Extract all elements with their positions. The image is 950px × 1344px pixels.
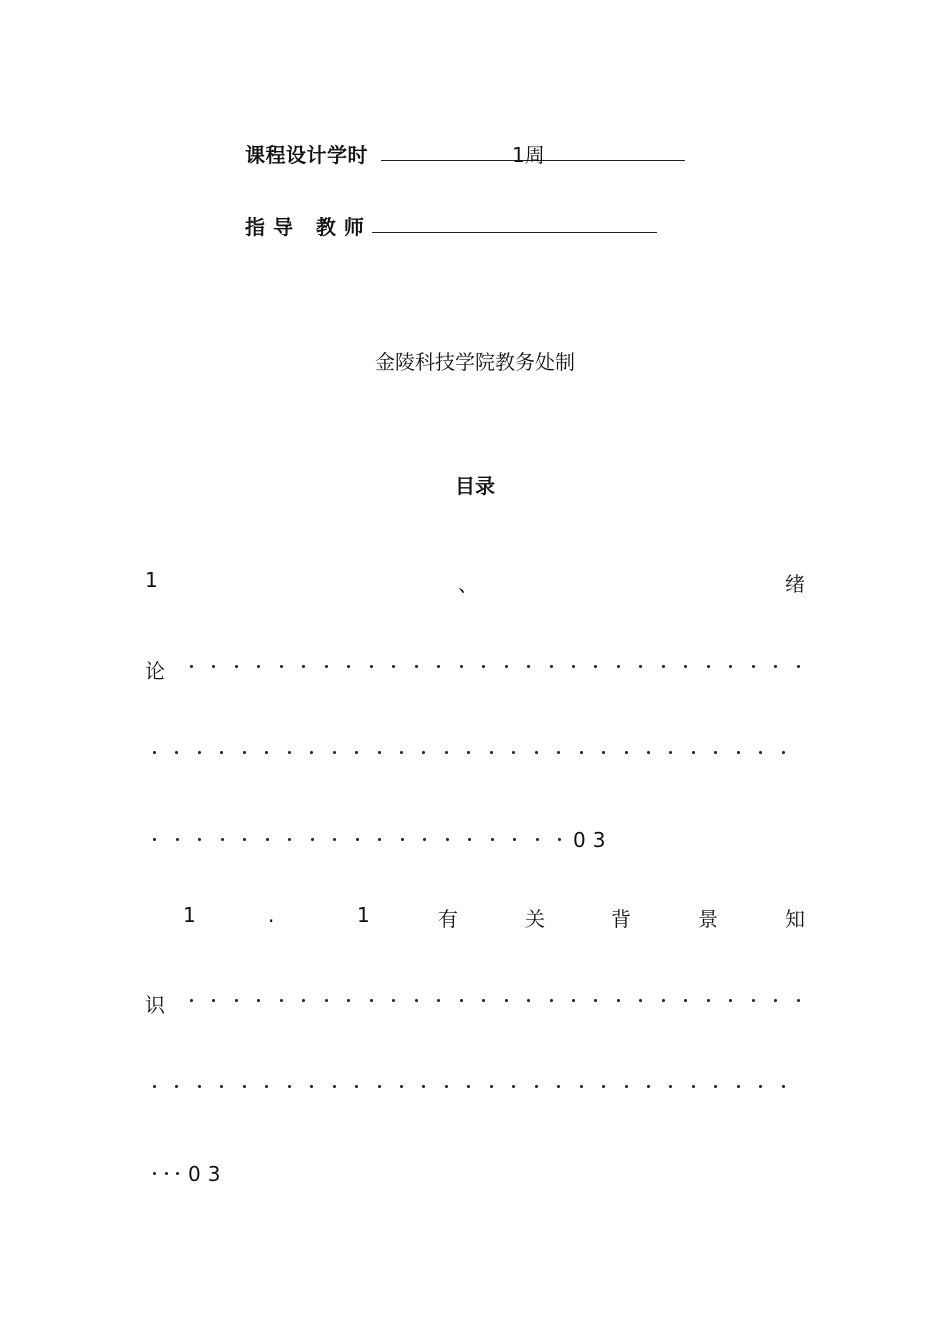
leader-dot [423, 838, 426, 841]
leader-dot [333, 751, 336, 754]
toc-page-number: 03 [573, 828, 613, 852]
leader-dot [482, 999, 485, 1002]
leader-dot [512, 1085, 515, 1088]
leader-dot [220, 1085, 223, 1088]
leader-dot [257, 665, 260, 668]
leader-dot [669, 1085, 672, 1088]
leader-dot [302, 665, 305, 668]
leader-dot [153, 1172, 156, 1175]
leader-dot [280, 665, 283, 668]
leader-dot [265, 751, 268, 754]
leader-dot [714, 751, 717, 754]
leader-dot [759, 1085, 762, 1088]
leader-dot [176, 838, 179, 841]
leader-dot [729, 665, 732, 668]
leader-dot [333, 1085, 336, 1088]
leader-dot [310, 751, 313, 754]
leader-dot [594, 999, 597, 1002]
leader-dot [221, 838, 224, 841]
leader-dot [594, 665, 597, 668]
leader-dot [490, 751, 493, 754]
leader-dot [212, 999, 215, 1002]
leader-dot [662, 999, 665, 1002]
leader-dot [625, 751, 628, 754]
toc-entry-title-char: 景 [698, 907, 718, 931]
leader-dot [707, 665, 710, 668]
leader-dot [774, 665, 777, 668]
toc-leader-dots [153, 1076, 785, 1096]
leader-dot [392, 665, 395, 668]
leader-dot [198, 838, 201, 841]
leader-dot [288, 838, 291, 841]
toc-entry-title-char: 有 [438, 907, 458, 931]
leader-dot [175, 751, 178, 754]
leader-dot [415, 999, 418, 1002]
leader-dot [669, 751, 672, 754]
leader-dot [512, 751, 515, 754]
leader-dot [460, 999, 463, 1002]
leader-dot [235, 665, 238, 668]
leader-dot [639, 999, 642, 1002]
leader-dot [243, 751, 246, 754]
leader-dot [288, 751, 291, 754]
leader-dot [153, 1085, 156, 1088]
hours-value: 1周 [512, 143, 545, 167]
leader-dot [752, 665, 755, 668]
leader-dot [176, 1172, 179, 1175]
leader-dot [392, 999, 395, 1002]
leader-dot [684, 665, 687, 668]
leader-dot [572, 665, 575, 668]
leader-dot [212, 665, 215, 668]
toc-entry-number-part: . [268, 903, 275, 927]
leader-dot [782, 1085, 785, 1088]
leader-dot [445, 1085, 448, 1088]
leader-dot [639, 665, 642, 668]
leader-dot [347, 999, 350, 1002]
toc-entry-separator: 、 [458, 572, 478, 596]
leader-dot [647, 1085, 650, 1088]
leader-dot [311, 838, 314, 841]
leader-dot [243, 1085, 246, 1088]
leader-dot [482, 665, 485, 668]
leader-dot [737, 751, 740, 754]
leader-dot [400, 751, 403, 754]
toc-page-number: 03 [188, 1162, 228, 1186]
leader-dot [684, 999, 687, 1002]
leader-dot [797, 999, 800, 1002]
toc-entry-number-part: 1 [183, 903, 196, 927]
leader-dot [310, 1085, 313, 1088]
leader-dot [505, 665, 508, 668]
leader-dot [422, 1085, 425, 1088]
leader-dot [437, 999, 440, 1002]
leader-dot [774, 999, 777, 1002]
leader-dot [401, 838, 404, 841]
leader-dot [355, 1085, 358, 1088]
leader-dot [220, 751, 223, 754]
toc-leader-dots [190, 990, 800, 1010]
leader-dot [617, 999, 620, 1002]
leader-dot [759, 751, 762, 754]
leader-dot [550, 665, 553, 668]
leader-dot [446, 838, 449, 841]
leader-dot [347, 665, 350, 668]
leader-dot [415, 665, 418, 668]
leader-dot [422, 751, 425, 754]
leader-dot [692, 1085, 695, 1088]
leader-dot [491, 838, 494, 841]
leader-dot [580, 751, 583, 754]
leader-dot [602, 1085, 605, 1088]
leader-dot [662, 665, 665, 668]
leader-dot [437, 665, 440, 668]
leader-dot [190, 999, 193, 1002]
leader-dot [243, 838, 246, 841]
leader-dot [370, 999, 373, 1002]
leader-dot [235, 999, 238, 1002]
leader-dot [557, 1085, 560, 1088]
leader-dot [288, 1085, 291, 1088]
toc-entry-title-start: 绪 [785, 572, 805, 596]
leader-dot [460, 665, 463, 668]
leader-dot [714, 1085, 717, 1088]
leader-dot [325, 999, 328, 1002]
leader-dot [513, 838, 516, 841]
toc-entry-title-end: 识 [145, 993, 165, 1017]
toc-entry-number-part: 1 [357, 903, 370, 927]
leader-dot [536, 838, 539, 841]
leader-dot [153, 838, 156, 841]
issuer-text: 金陵科技学院教务处制 [375, 350, 575, 374]
leader-dot [797, 665, 800, 668]
leader-dot [198, 751, 201, 754]
leader-dot [535, 751, 538, 754]
toc-entry-number: 1 [145, 568, 158, 592]
toc-leader-dots [190, 656, 800, 676]
leader-dot [378, 1085, 381, 1088]
leader-dot [370, 665, 373, 668]
leader-dot [325, 665, 328, 668]
leader-dot [333, 838, 336, 841]
leader-dot [265, 1085, 268, 1088]
leader-dot [692, 751, 695, 754]
leader-dot [468, 838, 471, 841]
leader-dot [175, 1085, 178, 1088]
leader-dot [707, 999, 710, 1002]
leader-dot [280, 999, 283, 1002]
toc-entry-title-end: 论 [145, 659, 165, 683]
leader-dot [356, 838, 359, 841]
leader-dot [165, 1172, 168, 1175]
leader-dot [558, 838, 561, 841]
leader-dot [257, 999, 260, 1002]
leader-dot [153, 751, 156, 754]
leader-dot [625, 1085, 628, 1088]
leader-dot [490, 1085, 493, 1088]
leader-dot [355, 751, 358, 754]
leader-dot [572, 999, 575, 1002]
leader-dot [445, 751, 448, 754]
leader-dot [617, 665, 620, 668]
leader-dot [400, 1085, 403, 1088]
leader-dot [550, 999, 553, 1002]
leader-dot [535, 1085, 538, 1088]
toc-entry-title-char: 背 [611, 907, 631, 931]
leader-dot [752, 999, 755, 1002]
toc-leader-dots [153, 829, 561, 849]
leader-dot [580, 1085, 583, 1088]
leader-dot [527, 999, 530, 1002]
toc-leader-dots [153, 742, 785, 762]
toc-title: 目录 [455, 474, 495, 498]
leader-dot [302, 999, 305, 1002]
leader-dot [527, 665, 530, 668]
leader-dot [505, 999, 508, 1002]
teacher-label: 指 导 教 师 [245, 215, 365, 239]
leader-dot [729, 999, 732, 1002]
toc-leader-dots [153, 1163, 179, 1183]
leader-dot [557, 751, 560, 754]
leader-dot [782, 751, 785, 754]
leader-dot [378, 838, 381, 841]
leader-dot [266, 838, 269, 841]
teacher-underline [372, 232, 657, 233]
leader-dot [467, 1085, 470, 1088]
leader-dot [647, 751, 650, 754]
leader-dot [190, 665, 193, 668]
leader-dot [198, 1085, 201, 1088]
leader-dot [467, 751, 470, 754]
toc-entry-title-char: 关 [525, 907, 545, 931]
hours-label: 课程设计学时 [245, 143, 368, 167]
toc-entry-title-char: 知 [785, 907, 805, 931]
leader-dot [602, 751, 605, 754]
leader-dot [737, 1085, 740, 1088]
leader-dot [378, 751, 381, 754]
